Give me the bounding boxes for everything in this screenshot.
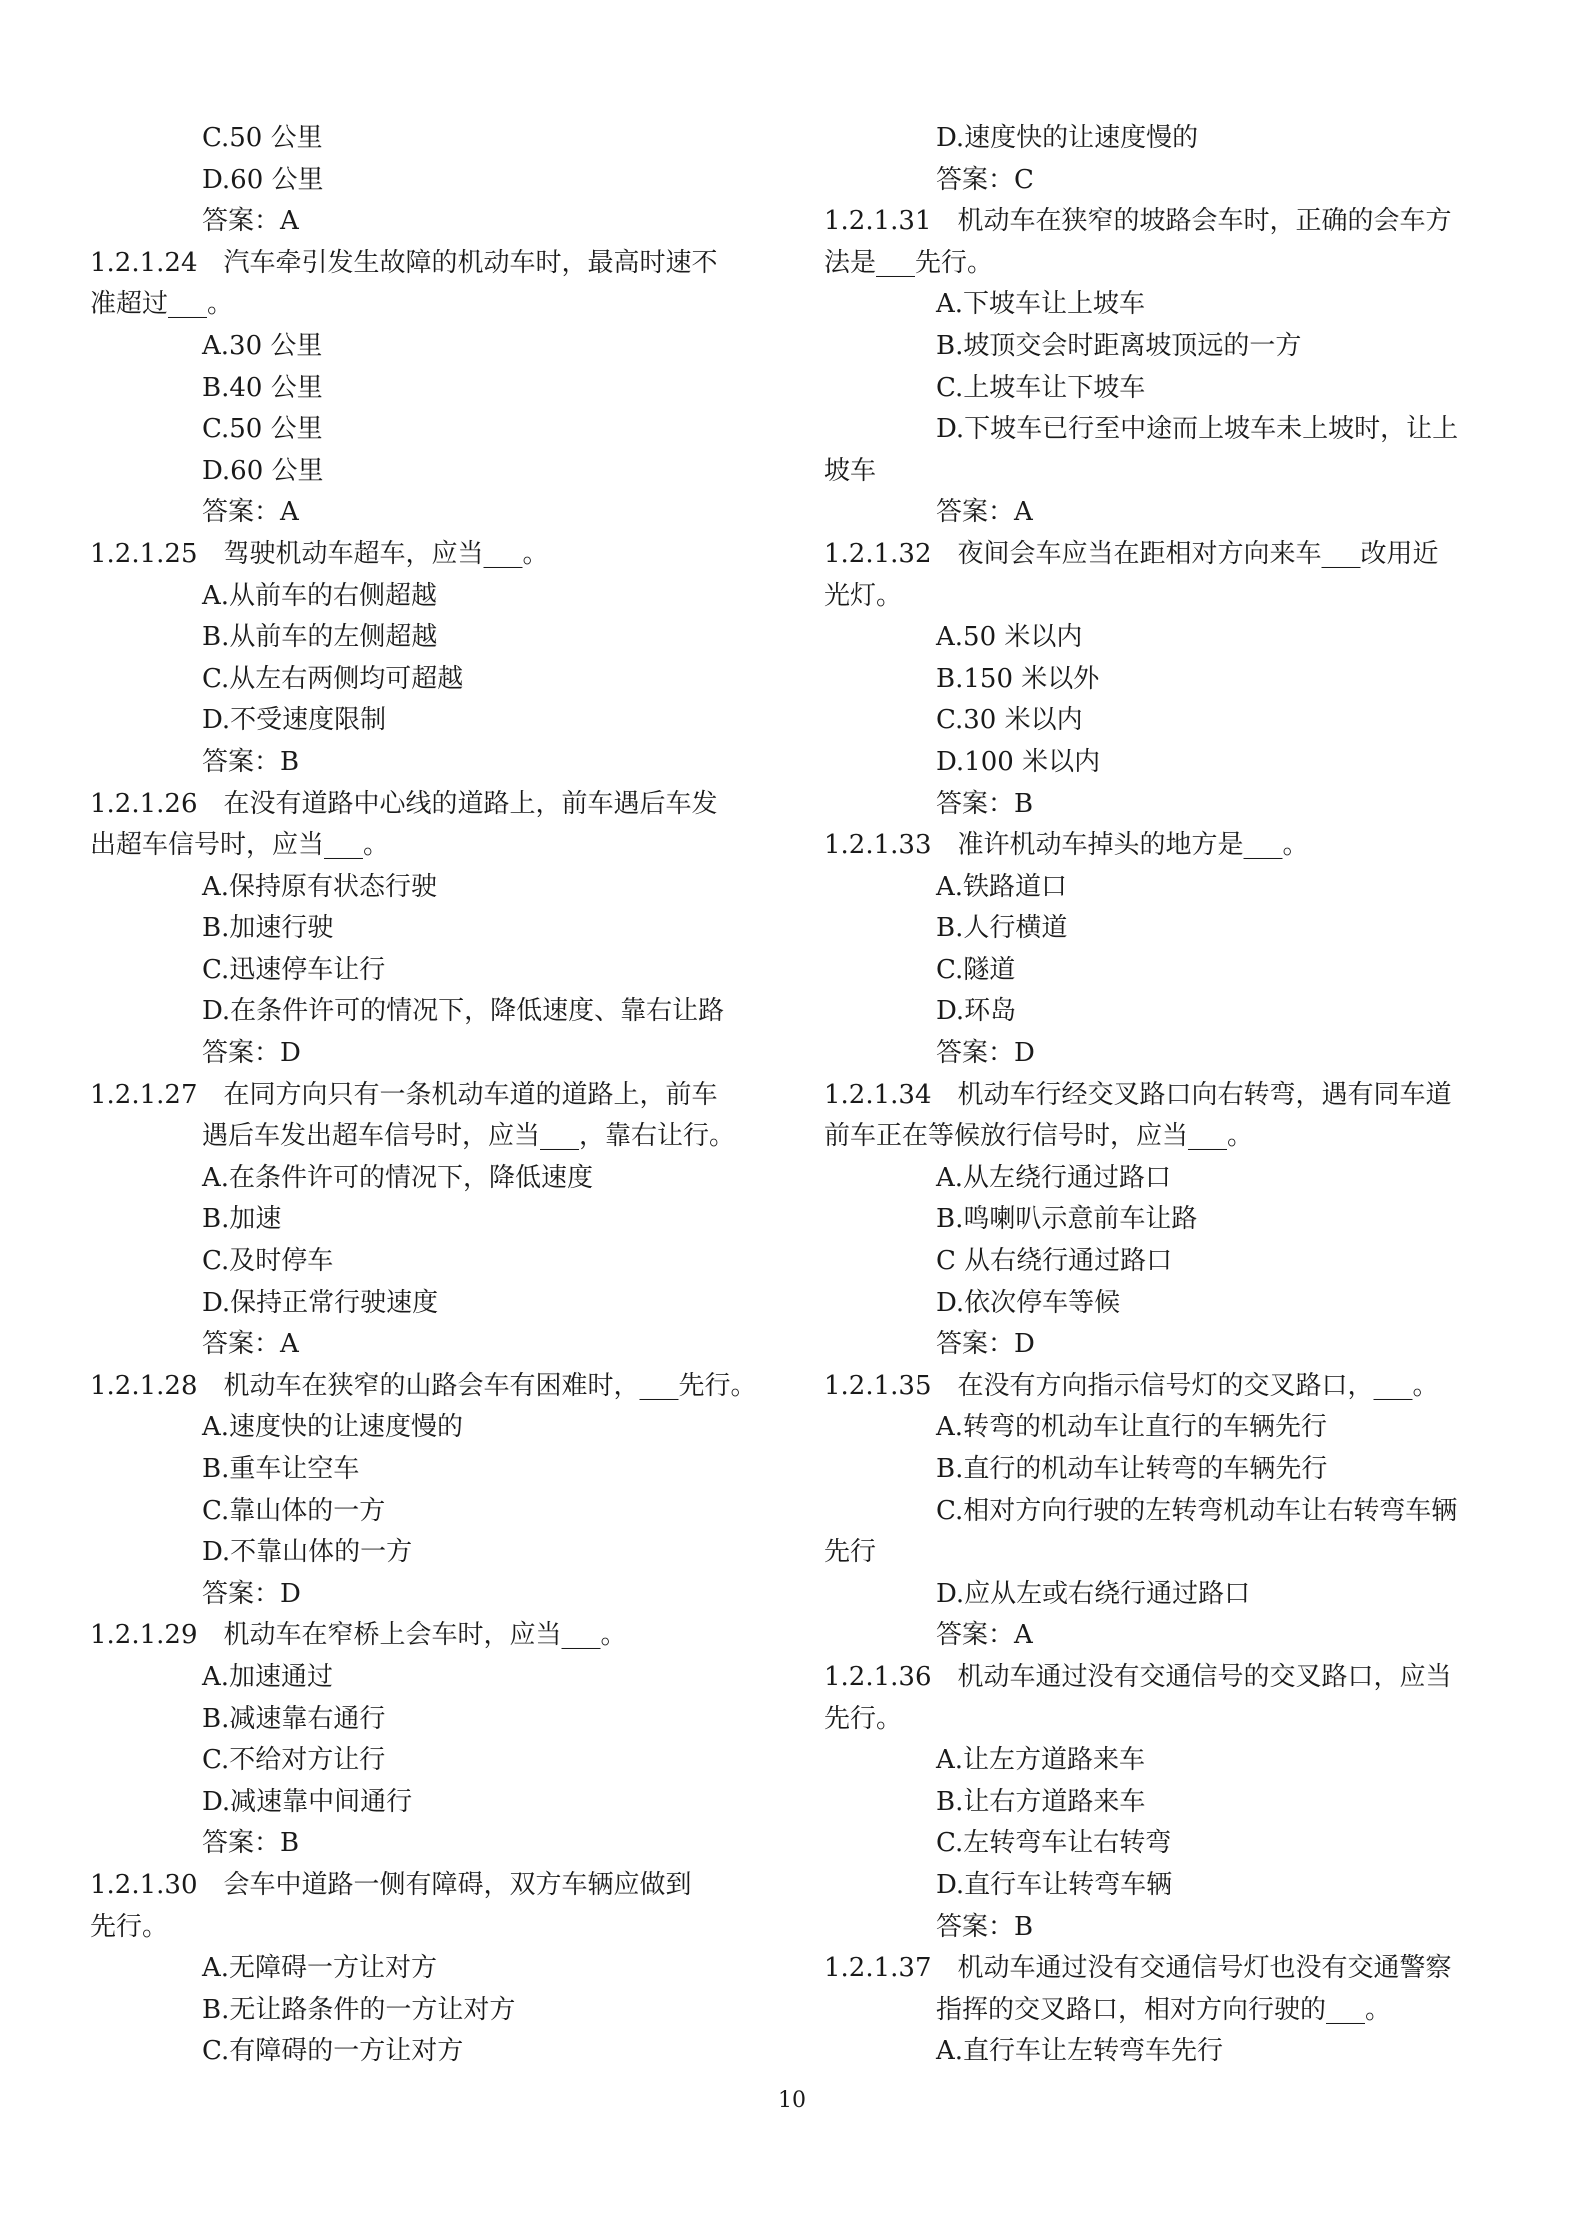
option-line: B.加速 — [202, 1204, 282, 1235]
option-line: D.60 公里 — [202, 455, 324, 486]
question-line: 1.2.1.32 夜间会车应当在距相对方向来车___改用近 — [824, 538, 1439, 569]
option-line: D.速度快的让速度慢的 — [936, 123, 1199, 153]
answer-line: 答案：B — [202, 746, 300, 777]
option-line: A.转弯的机动车让直行的车辆先行 — [936, 1412, 1328, 1443]
option-line: D.环岛 — [936, 996, 1017, 1027]
question-line: 1.2.1.33 准许机动车掉头的地方是___。 — [824, 830, 1309, 861]
option-line: A.50 米以内 — [936, 622, 1083, 653]
option-line: C.不给对方让行 — [202, 1745, 386, 1776]
option-line: C.相对方向行驶的左转弯机动车让右转弯车辆 — [936, 1495, 1458, 1526]
option-line: A.在条件许可的情况下，降低速度 — [202, 1162, 594, 1193]
option-line: A.保持原有状态行驶 — [202, 871, 438, 902]
answer-line: 答案：A — [202, 497, 299, 528]
option-line: B.鸣喇叭示意前车让路 — [936, 1204, 1198, 1235]
option-line: C.左转弯车让右转弯 — [936, 1828, 1172, 1859]
answer-line: 答案：A — [202, 1329, 299, 1360]
option-line: A.无障碍一方让对方 — [202, 1953, 438, 1984]
option-line: D.不受速度限制 — [202, 705, 387, 736]
answer-line: 答案：D — [202, 1578, 301, 1609]
right-column — [824, 118, 1514, 2073]
option-line: B.人行横道 — [936, 913, 1068, 944]
option-line: B.减速靠右通行 — [202, 1703, 386, 1734]
question-continuation: 出超车信号时，应当___。 — [90, 830, 390, 861]
answer-line: 答案：D — [202, 1038, 301, 1069]
option-line: D.保持正常行驶速度 — [202, 1287, 439, 1318]
left-column — [90, 118, 780, 2073]
question-line: 1.2.1.30 会车中道路一侧有障碍，双方车辆应做到 — [90, 1869, 692, 1900]
option-line: 遇后车发出超车信号时，应当___，靠右让行。 — [202, 1121, 736, 1152]
answer-line: 答案：B — [936, 1911, 1034, 1942]
option-line: C.从左右两侧均可超越 — [202, 663, 464, 694]
option-line: A.从左绕行通过路口 — [936, 1162, 1172, 1193]
option-line: C.50 公里 — [202, 123, 323, 153]
option-line: B.40 公里 — [202, 372, 323, 403]
question-line: 1.2.1.25 驾驶机动车超车，应当___。 — [90, 538, 549, 569]
option-line: D.应从左或右绕行通过路口 — [936, 1578, 1251, 1609]
option-line: C.30 米以内 — [936, 705, 1083, 736]
answer-line: 答案：A — [202, 206, 299, 237]
option-line: B.加速行驶 — [202, 913, 334, 944]
option-line: D.减速靠中间通行 — [202, 1786, 413, 1817]
option-line: C.迅速停车让行 — [202, 954, 386, 985]
question-line: 1.2.1.24 汽车牵引发生故障的机动车时，最高时速不 — [90, 247, 718, 278]
option-line: A.铁路道口 — [936, 871, 1068, 902]
option-line: D.直行车让转弯车辆 — [936, 1869, 1173, 1900]
option-line: C.靠山体的一方 — [202, 1495, 386, 1526]
question-continuation: 先行。 — [824, 1703, 903, 1734]
option-line: B.直行的机动车让转弯的车辆先行 — [936, 1454, 1328, 1484]
option-line: D.下坡车已行至中途而上坡车未上坡时，让上 — [936, 414, 1459, 445]
answer-line: 答案：D — [936, 1038, 1035, 1069]
question-continuation: 前车正在等候放行信号时，应当___。 — [824, 1121, 1254, 1152]
option-line: A.直行车让左转弯车先行 — [936, 2036, 1224, 2067]
option-line: B.从前车的左侧超越 — [202, 622, 438, 653]
option-line: A.让左方道路来车 — [936, 1745, 1146, 1776]
option-line: B.坡顶交会时距离坡顶远的一方 — [936, 330, 1302, 361]
question-line: 1.2.1.28 机动车在狭窄的山路会车有困难时，___先行。 — [90, 1370, 757, 1401]
option-line: D.不靠山体的一方 — [202, 1537, 413, 1568]
option-line: C.及时停车 — [202, 1246, 334, 1277]
answer-line: 答案：A — [936, 497, 1033, 528]
option-line: A.加速通过 — [202, 1661, 334, 1692]
question-line: 1.2.1.29 机动车在窄桥上会车时，应当___。 — [90, 1620, 627, 1651]
option-line: C.有障碍的一方让对方 — [202, 2036, 464, 2067]
option-line: A.从前车的右侧超越 — [202, 580, 438, 611]
option-line: D.在条件许可的情况下，降低速度、靠右让路 — [202, 996, 725, 1027]
option-line: A.30 公里 — [202, 330, 323, 361]
option-line: C 从右绕行通过路口 — [936, 1246, 1173, 1277]
page-number: 10 — [778, 2088, 806, 2113]
question-line: 1.2.1.34 机动车行经交叉路口向右转弯，遇有同车道 — [824, 1079, 1452, 1110]
question-continuation: 先行。 — [90, 1911, 169, 1942]
option-line: C.隧道 — [936, 954, 1016, 985]
question-continuation: 坡车 — [824, 455, 877, 486]
question-line: 1.2.1.31 机动车在狭窄的坡路会车时，正确的会车方 — [824, 206, 1452, 237]
question-line: 1.2.1.27 在同方向只有一条机动车道的道路上，前车 — [90, 1079, 718, 1110]
option-line: A.下坡车让上坡车 — [936, 289, 1146, 320]
option-line: B.让右方道路来车 — [936, 1786, 1146, 1817]
option-line: A.速度快的让速度慢的 — [202, 1412, 464, 1443]
option-line: B.无让路条件的一方让对方 — [202, 1994, 516, 2025]
answer-line: 答案：B — [936, 788, 1034, 819]
option-line: C.上坡车让下坡车 — [936, 372, 1146, 403]
answer-line: 答案：C — [936, 164, 1034, 195]
option-line: D.60 公里 — [202, 164, 324, 195]
answer-line: 答案：A — [936, 1620, 1033, 1651]
question-continuation: 法是___先行。 — [824, 247, 994, 278]
question-line: 1.2.1.26 在没有道路中心线的道路上，前车遇后车发 — [90, 788, 718, 819]
answer-line: 答案：D — [936, 1329, 1035, 1360]
question-line: 1.2.1.37 机动车通过没有交通信号灯也没有交通警察 — [824, 1953, 1452, 1984]
question-line: 1.2.1.36 机动车通过没有交通信号的交叉路口，应当 — [824, 1661, 1452, 1692]
question-continuation: 光灯。 — [824, 580, 903, 611]
answer-line: 答案：B — [202, 1828, 300, 1859]
option-line: B.重车让空车 — [202, 1454, 360, 1484]
option-line: B.150 米以外 — [936, 663, 1100, 694]
question-line: 1.2.1.35 在没有方向指示信号灯的交叉路口，___。 — [824, 1370, 1439, 1401]
question-continuation: 先行 — [824, 1537, 877, 1568]
question-continuation: 准超过___。 — [90, 289, 234, 320]
option-line: C.50 公里 — [202, 414, 323, 445]
option-line: D.100 米以内 — [936, 746, 1101, 777]
option-line: 指挥的交叉路口，相对方向行驶的___。 — [936, 1994, 1392, 2025]
option-line: D.依次停车等候 — [936, 1287, 1121, 1318]
